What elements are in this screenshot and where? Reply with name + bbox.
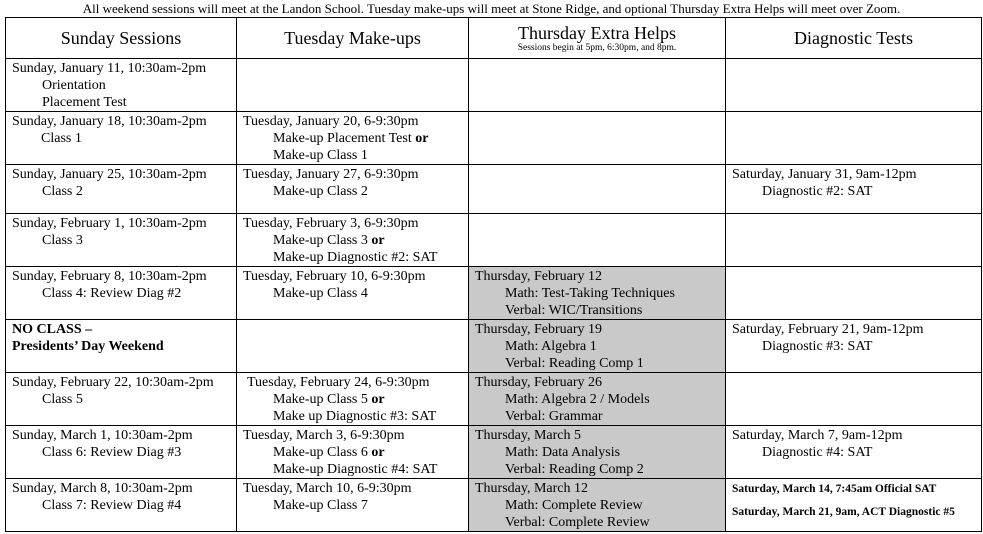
schedule-table [5, 17, 982, 532]
makeup-detail: Make-up Class 4 [273, 286, 368, 301]
diagnostic-detail: Diagnostic #2: SAT [762, 184, 873, 199]
extra-help-verbal: Verbal: WIC/Transitions [505, 303, 643, 318]
session-date: Sunday, March 8, 10:30am-2pm [12, 481, 193, 496]
session-date: Sunday, January 25, 10:30am-2pm [12, 167, 207, 182]
table-row [6, 373, 982, 426]
diagnostic-cell [726, 112, 982, 165]
session-detail: Class 7: Review Diag #4 [42, 498, 182, 513]
sunday-cell [6, 59, 237, 112]
extra-help-math: Math: Data Analysis [505, 445, 621, 460]
table-row [6, 267, 982, 320]
session-date: Sunday, February 22, 10:30am-2pm [12, 375, 214, 390]
sunday-cell [6, 214, 237, 267]
tuesday-cell [237, 479, 469, 532]
act-diagnostic-label: Saturday, March 21, 9am, ACT Diagnostic #5 [732, 506, 955, 518]
sunday-cell [6, 267, 237, 320]
makeup-date: Tuesday, February 24, 6-9:30pm [247, 375, 430, 390]
extra-help-date: Thursday, March 5 [475, 428, 582, 443]
makeup-detail: Make-up Diagnostic #4: SAT [273, 462, 438, 477]
sunday-cell [6, 373, 237, 426]
thursday-cell [469, 112, 726, 165]
makeup-detail: Make-up Diagnostic #2: SAT [273, 250, 438, 265]
diagnostic-detail: Diagnostic #4: SAT [762, 445, 873, 460]
holiday-label: Presidents’ Day Weekend [12, 339, 164, 354]
header-row [6, 18, 982, 59]
makeup-detail: Make-up Placement Test [273, 131, 412, 146]
thursday-cell [469, 214, 726, 267]
table-row [6, 112, 982, 165]
makeup-date: Tuesday, February 10, 6-9:30pm [243, 269, 426, 284]
session-date: Sunday, February 1, 10:30am-2pm [12, 216, 207, 231]
extra-help-date: Thursday, February 12 [475, 269, 603, 284]
or-label: or [415, 131, 429, 146]
session-date: Sunday, February 8, 10:30am-2pm [12, 269, 207, 284]
extra-help-date: Thursday, February 19 [475, 322, 603, 337]
session-detail: Class 4: Review Diag #2 [42, 286, 182, 301]
sunday-cell [6, 479, 237, 532]
session-detail: Class 2 [42, 184, 83, 199]
thursday-cell [469, 165, 726, 214]
makeup-detail: Make up Diagnostic #3: SAT [273, 409, 437, 424]
diagnostic-date: Saturday, February 21, 9am-12pm [732, 322, 924, 337]
extra-help-verbal: Verbal: Reading Comp 2 [505, 462, 644, 477]
sunday-cell [6, 112, 237, 165]
makeup-date: Tuesday, March 10, 6-9:30pm [243, 481, 412, 496]
table-row [6, 59, 982, 112]
diagnostic-cell [726, 267, 982, 320]
thursday-cell [469, 373, 726, 426]
diagnostic-detail: Diagnostic #3: SAT [762, 339, 873, 354]
thursday-cell [469, 267, 726, 320]
tuesday-cell [237, 165, 469, 214]
extra-help-math: Math: Complete Review [505, 498, 643, 513]
table-row [6, 165, 982, 214]
diagnostic-cell [726, 320, 982, 373]
diagnostic-date: Saturday, January 31, 9am-12pm [732, 167, 917, 182]
thursday-cell [469, 59, 726, 112]
session-detail: Class 3 [42, 233, 83, 248]
session-detail: Orientation [42, 78, 106, 93]
spacer [732, 496, 975, 505]
tuesday-cell [237, 426, 469, 479]
session-detail: Class 6: Review Diag #3 [42, 445, 182, 460]
intro-note: All weekend sessions will meet at the Landon School. Tuesday make-ups will meet at Stone Ridge, and optional Thursday Extra Helps will meet over Zoom. [82, 1, 901, 16]
thursday-cell [469, 479, 726, 532]
session-date: Sunday, January 11, 10:30am-2pm [12, 61, 207, 76]
session-date: Sunday, March 1, 10:30am-2pm [12, 428, 193, 443]
or-label: or [371, 445, 385, 460]
or-label: or [371, 392, 385, 407]
official-sat-label: Saturday, March 14, 7:45am Official SAT [732, 483, 937, 495]
extra-help-verbal: Verbal: Complete Review [505, 515, 650, 530]
extra-help-date: Thursday, March 12 [475, 481, 589, 496]
tuesday-cell [237, 267, 469, 320]
extra-help-math: Math: Test-Taking Techniques [505, 286, 675, 301]
diagnostic-cell [726, 373, 982, 426]
diagnostic-cell [726, 214, 982, 267]
sunday-cell [6, 320, 237, 373]
makeup-detail: Make-up Class 7 [273, 498, 368, 513]
diagnostic-cell [726, 165, 982, 214]
diagnostic-cell [726, 59, 982, 112]
makeup-detail: Make-up Class 1 [273, 148, 368, 163]
diagnostic-cell [726, 479, 982, 532]
table-row [6, 426, 982, 479]
header-thursday-title: Thursday Extra Helps [518, 22, 676, 43]
diagnostic-cell [726, 426, 982, 479]
session-detail: Placement Test [42, 95, 127, 110]
sunday-cell [6, 426, 237, 479]
or-label: or [371, 233, 385, 248]
tuesday-cell [237, 373, 469, 426]
tuesday-cell [237, 112, 469, 165]
header-tuesday: Tuesday Make-ups [237, 18, 469, 59]
diagnostic-date: Saturday, March 7, 9am-12pm [732, 428, 903, 443]
tuesday-cell [237, 320, 469, 373]
table-row [6, 320, 982, 373]
session-detail: Class 1 [41, 131, 82, 146]
no-class-label: NO CLASS – [12, 322, 93, 337]
makeup-detail: Make-up Class 2 [273, 184, 368, 199]
makeup-detail: Make-up Class 5 [273, 392, 368, 407]
extra-help-math: Math: Algebra 2 / Models [505, 392, 650, 407]
makeup-detail: Make-up Class 3 [273, 233, 368, 248]
table-row [6, 479, 982, 532]
makeup-date: Tuesday, January 20, 6-9:30pm [243, 114, 419, 129]
makeup-date: Tuesday, March 3, 6-9:30pm [243, 428, 405, 443]
header-sunday: Sunday Sessions [6, 18, 237, 59]
thursday-cell [469, 426, 726, 479]
header-thursday [469, 18, 726, 59]
makeup-detail: Make-up Class 6 [273, 445, 368, 460]
tuesday-cell [237, 59, 469, 112]
header-thursday-subtitle: Sessions begin at 5pm, 6:30pm, and 8pm. [517, 42, 677, 53]
extra-help-math: Math: Algebra 1 [505, 339, 597, 354]
session-date: Sunday, January 18, 10:30am-2pm [12, 114, 207, 129]
header-diagnostic: Diagnostic Tests [726, 18, 982, 59]
tuesday-cell [237, 214, 469, 267]
extra-help-date: Thursday, February 26 [475, 375, 603, 390]
thursday-cell [469, 320, 726, 373]
extra-help-verbal: Verbal: Reading Comp 1 [505, 356, 644, 371]
session-detail: Class 5 [42, 392, 83, 407]
makeup-date: Tuesday, January 27, 6-9:30pm [243, 167, 419, 182]
sunday-cell [6, 165, 237, 214]
extra-help-verbal: Verbal: Grammar [505, 409, 603, 424]
table-row [6, 214, 982, 267]
makeup-date: Tuesday, February 3, 6-9:30pm [243, 216, 419, 231]
